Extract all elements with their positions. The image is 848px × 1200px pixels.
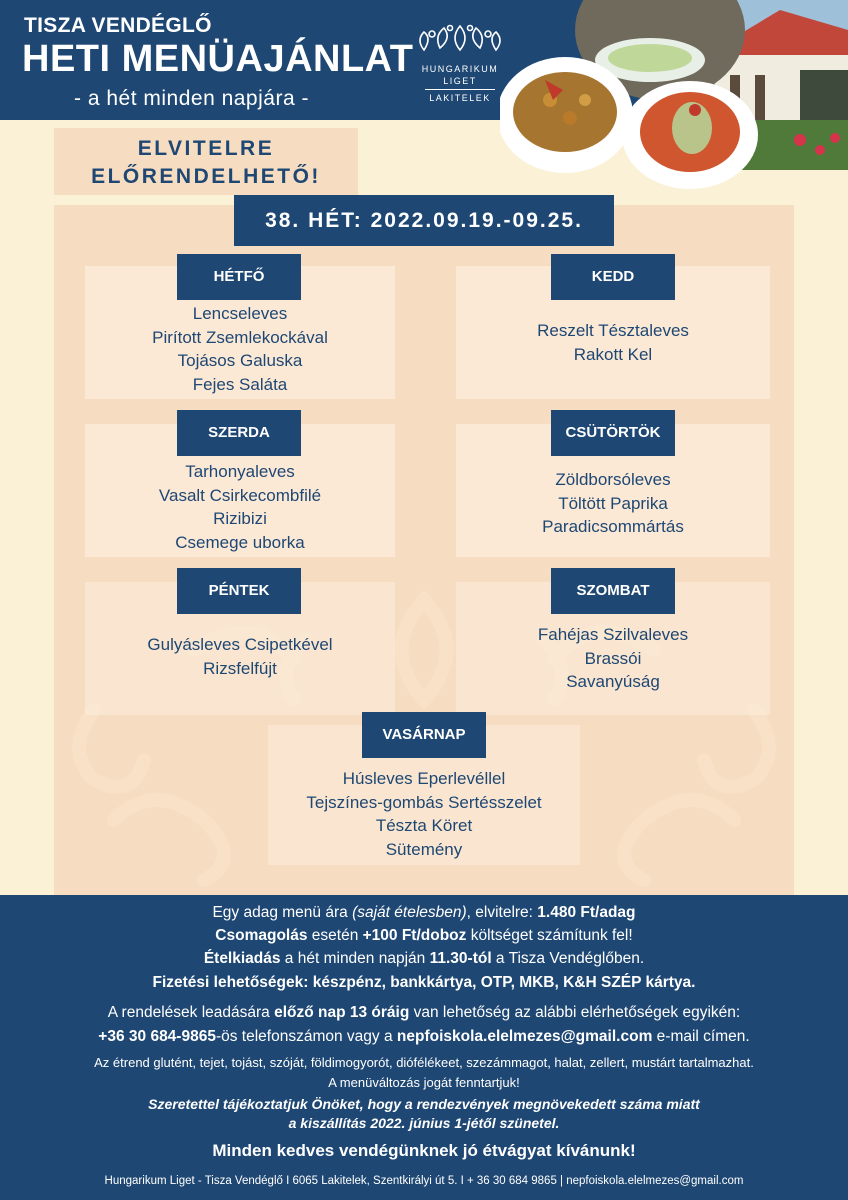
day-label-wednesday: SZERDA: [177, 410, 301, 456]
menu-item: Reszelt Tésztaleves: [537, 321, 689, 340]
menu-item: Lencseleves: [192, 304, 288, 323]
page-subtitle: - a hét minden napjára -: [74, 87, 309, 110]
week-banner: 38. HÉT: 2022.09.19.-09.25.: [234, 195, 614, 246]
menu-item: Brassói: [584, 648, 642, 668]
menu-item: Paradicsommártás: [542, 517, 684, 536]
hungarikum-liget-logo: [410, 20, 510, 103]
menu-item: Savanyúság: [566, 672, 660, 691]
menu-item: Húsleves Eperlevéllel: [342, 769, 506, 788]
serving-line: Ételkiadás a hét minden napján 11.30-tól a Tisza Vendéglőben.: [203, 950, 645, 967]
logo-divider: [425, 89, 495, 90]
page-title: HETI MENÜAJÁNLAT: [22, 38, 414, 80]
menu-item: Pirított Zsemlekockával: [152, 327, 328, 347]
day-label-sunday: VASÁRNAP: [362, 712, 486, 758]
menu-item: Csemege uborka: [175, 532, 305, 552]
food-photos: [500, 0, 848, 190]
menu-item: Fahéjas Szilvaleves: [537, 625, 689, 644]
menu-item: Fejes Saláta: [192, 374, 288, 394]
day-label-monday: HÉTFŐ: [177, 254, 301, 300]
allergen-line: Az étrend glutént, tejet, tojást, szóját, földimogyorót, diófélékeet, szezámmagot, halat, zellert, mustárt tartalmazhat.: [94, 1055, 754, 1070]
takeaway-line1: ELVITELRE: [137, 137, 275, 160]
info-footer: [0, 895, 848, 1200]
notice-line-2: a kiszállítás 2022. június 1-jétől szünetel.: [288, 1115, 560, 1131]
menu-item: Sütemény: [385, 839, 463, 859]
menu-item: Vasalt Csirkecombfilé: [158, 485, 322, 505]
menu-item: Rizibizi: [213, 509, 267, 528]
menu-item: Zöldborsóleves: [555, 470, 671, 489]
contact-line: Hungarikum Liget - Tisza Vendéglő I 6065 Lakitelek, Szentkirályi út 5. I + 36 30 684 9865 | nepfoiskola.elelmezes@gmail.com: [104, 1175, 744, 1187]
restaurant-name: TISZA VENDÉGLŐ: [24, 14, 212, 37]
order-line-2: +36 30 684-9865-ös telefonszámon vagy a nepfoiskola.elelmezes@gmail.com e-mail címen.: [98, 1028, 750, 1045]
rights-line: A menüváltozás jogát fenntartjuk!: [328, 1075, 520, 1090]
logo-text-line1: HUNGARIKUM LIGET: [421, 64, 499, 86]
day-items-wednesday: [85, 460, 395, 554]
day-items-friday: [85, 633, 395, 680]
logo-text-line2: LAKITELEK: [429, 93, 491, 103]
menu-item: Tejszínes-gombás Sertésszelet: [306, 792, 542, 812]
takeaway-line2: ELŐRENDELHETŐ!: [91, 165, 321, 188]
menu-item: Rizsfelfújt: [203, 658, 277, 678]
day-items-sunday: [268, 767, 580, 861]
day-items-monday: [85, 302, 395, 396]
price-line: Egy adag menü ára (saját ételesben), elvitelre: 1.480 Ft/adag: [212, 904, 636, 921]
menu-item: Tojásos Galuska: [177, 351, 303, 370]
day-items-saturday: [456, 623, 770, 694]
takeaway-box: [54, 128, 358, 195]
order-line-1: A rendelések leadására előző nap 13 óráig van lehetőség az alábbi elérhetőségek egyikén:: [107, 1004, 741, 1021]
day-items-tuesday: [456, 319, 770, 366]
menu-item: Tészta Köret: [375, 816, 473, 835]
menu-item: Töltött Paprika: [558, 493, 668, 513]
day-label-friday: PÉNTEK: [177, 568, 301, 614]
menu-item: Rakott Kel: [573, 344, 653, 364]
notice-line-1: Szeretettel tájékoztatjuk Önöket, hogy a rendezvények megnövekedett száma miatt: [148, 1096, 700, 1112]
menu-item: Gulyásleves Csipetkével: [147, 635, 333, 654]
payment-line: Fizetési lehetőségek: készpénz, bankkártya, OTP, MKB, K&H SZÉP kártya.: [152, 974, 696, 991]
menu-item: Tarhonyaleves: [185, 462, 295, 481]
ornament-icon: [410, 20, 510, 58]
day-label-tuesday: KEDD: [551, 254, 675, 300]
day-label-saturday: SZOMBAT: [551, 568, 675, 614]
day-items-thursday: [456, 468, 770, 539]
day-label-thursday: CSÜTÖRTÖK: [551, 410, 675, 456]
wish-line: Minden kedves vendégünknek jó étvágyat kívánunk!: [212, 1141, 636, 1160]
packaging-line: Csomagolás esetén +100 Ft/doboz költséget számítunk fel!: [215, 927, 633, 944]
